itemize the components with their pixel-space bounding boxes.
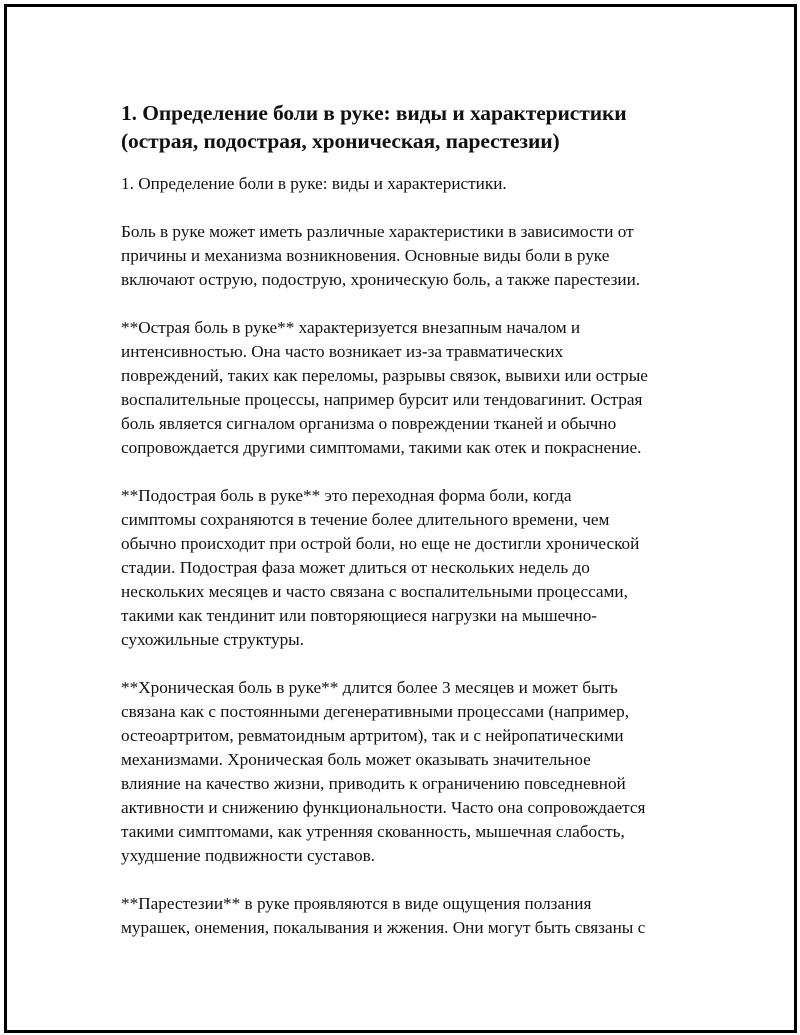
paragraph-acute-pain: **Острая боль в руке** характеризуется внезапным началом и интенсивностью. Она часто возникает из-за травматических повреждений, таких как переломы, разрывы связок, вывихи или острые воспалительные процессы, например бурсит или тендовагинит. Острая боль является сигналом организма о повреждении тканей и обычно сопровождается другими симптомами, такими как отек и покраснение. [121,318,648,457]
page-frame [4,4,797,1033]
document-body [121,99,701,940]
document-title: 1. Определение боли в руке: виды и характеристики (острая, подострая, хроническая, парестезии) [121,101,627,153]
paragraph-paresthesia: **Парестезии** в руке проявляются в виде ощущения ползания мурашек, онемения, покалывания и жжения. Они могут быть связаны с [121,894,646,937]
paragraph-subacute-pain: **Подострая боль в руке** это переходная форма боли, когда симптомы сохраняются в течение более длительного времени, чем обычно происходит при острой боли, но еще не достигли хронической стадии. Подострая фаза может длиться от нескольких недель до нескольких месяцев и часто связана с воспалительными процессами, такими как тендинит или повторяющиеся нагрузки на мышечно- сухожильные структуры. [121,486,640,649]
paragraph-intro: Боль в руке может иметь различные характеристики в зависимости от причины и механизма возникновения. Основные виды боли в руке включают острую, подострую, хроническую боль, а также парестезии. [121,222,641,289]
paragraph-chronic-pain: **Хроническая боль в руке** длится более 3 месяцев и может быть связана как с постоянными дегенеративными процессами (например, остеоартритом, ревматоидным артритом), так и с нейропатическими механизмами. Хроническая боль может оказывать значительное влияние на качество жизни, приводить к ограничению повседневной активности и снижению функциональности. Часто она сопровождается такими симптомами, как утренняя скованность, мышечная слабость, ухудшение подвижности суставов. [121,678,646,865]
section-subtitle: 1. Определение боли в руке: виды и характеристики. [121,174,507,193]
